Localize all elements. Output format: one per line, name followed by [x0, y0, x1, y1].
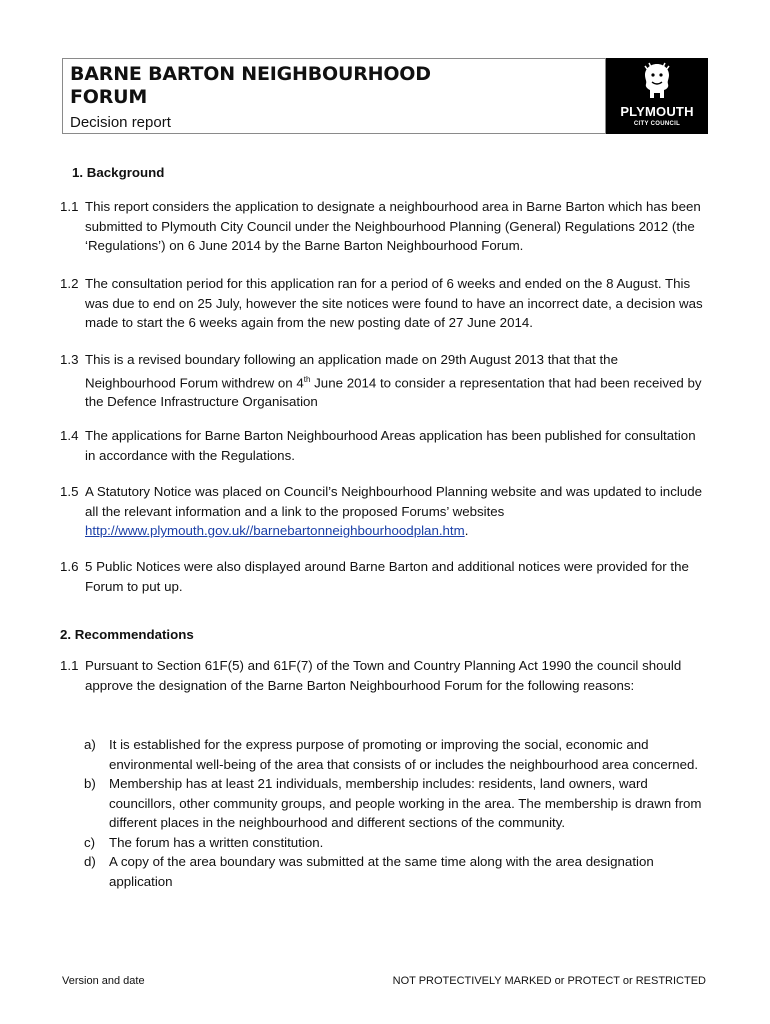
list-item-text: It is established for the express purpose of promoting or improving the social, economic and environmental well-being of the area that consists of or includes the neighbourhood area concerned.: [109, 737, 699, 772]
logo-name: PLYMOUTH: [620, 104, 694, 119]
paragraph-1-1: [60, 197, 708, 256]
list-marker: d): [84, 854, 96, 869]
paragraph-number: 1.1: [60, 658, 79, 673]
paragraph-1-4: [60, 426, 708, 465]
list-item-text: A copy of the area boundary was submitted at the same time along with the area designation application: [109, 854, 654, 889]
list-item: [84, 833, 708, 853]
paragraph-text: The consultation period for this application ran for a period of 6 weeks and ended on the 8 August. This was due to end on 25 July, however the site notices were found to have an incorrect date, a decision was made to start the 6 weeks again from the new posting date of 27 June 2014.: [85, 276, 703, 330]
paragraph-text: A Statutory Notice was placed on Council’s Neighbourhood Planning website and was updated to include all the relevant information and a link to the proposed Forums’ websites: [85, 484, 702, 519]
paragraph-1-5: [60, 482, 708, 541]
paragraph-1-2: [60, 274, 708, 333]
paragraph-number: 1.5: [60, 484, 79, 499]
title-box: [62, 58, 606, 134]
paragraph-text: The applications for Barne Barton Neighbourhood Areas application has been published for consultation in accordance with the Regulations.: [85, 428, 696, 463]
logo-subtitle: CITY COUNCIL: [633, 121, 681, 127]
paragraph-text: Pursuant to Section 61F(5) and 61F(7) of the Town and Country Planning Act 1990 the council should approve the designation of the Barne Barton Neighbourhood Forum for the following reasons:: [85, 658, 682, 693]
paragraph-1-3: [60, 350, 708, 412]
list-marker: c): [84, 834, 96, 850]
paragraph-text-end: .: [464, 523, 469, 538]
list-item: [84, 735, 708, 774]
paragraph-number: 1.1: [60, 199, 79, 214]
paragraph-text-continued: June 2014 to consider a representation that had been received by the Defence Infrastructure Organisation: [85, 374, 702, 410]
paragraph-number: 1.3: [60, 352, 79, 367]
list-item-text: Membership has at least 21 individuals, membership includes: residents, land owners, ward councillors, other community groups, and people working in the area. The membership is drawn from different places in the neighbourhood and different sections of the community.: [109, 776, 702, 830]
lion-crest-icon: [640, 62, 674, 102]
section-heading-recommendations: 2. Recommendations: [60, 627, 194, 642]
paragraph-number: 1.2: [60, 276, 79, 291]
forum-website-link[interactable]: http://www.plymouth.gov.uk//barnebartonneighbourhoodplan.htm: [85, 523, 465, 538]
footer-version: Version and date: [62, 975, 145, 987]
document-title-line-1: BARNE BARTON NEIGHBOURHOOD: [70, 63, 431, 85]
paragraph-number: 1.4: [60, 428, 79, 443]
paragraph-1-6: [60, 557, 708, 596]
plymouth-logo: [606, 58, 708, 134]
paragraph-text: 5 Public Notices were also displayed around Barne Barton and additional notices were provided for the Forum to put up.: [85, 559, 689, 594]
document-title-line-2: FORUM: [70, 86, 148, 108]
recommendation-intro: [60, 656, 708, 695]
paragraph-text: This report considers the application to designate a neighbourhood area in Barne Barton which has been submitted to Plymouth City Council under the Neighbourhood Planning (General) Regulations 2012 (the ‘Regulations’) on 6 June 2014 by the Barne Barton Neighbourhood Forum.: [85, 199, 701, 253]
paragraph-text: This is a revised boundary following an application made on 29th August 2013 that that the Neighbourhood Forum withdrew on 4: [85, 352, 618, 390]
ordinal-suffix: th: [303, 374, 311, 384]
document-subtitle: Decision report: [70, 114, 171, 131]
list-item: [84, 852, 708, 891]
document-title: [70, 63, 540, 109]
paragraph-number: 1.6: [60, 559, 79, 574]
section-heading-background: 1. Background: [72, 165, 165, 180]
list-marker: a): [84, 737, 96, 752]
list-item-text: The forum has a written constitution.: [109, 834, 324, 850]
list-marker: b): [84, 776, 96, 791]
reasons-list: [84, 735, 708, 891]
list-item: [84, 774, 708, 833]
footer-classification: NOT PROTECTIVELY MARKED or PROTECT or RESTRICTED: [392, 975, 706, 987]
